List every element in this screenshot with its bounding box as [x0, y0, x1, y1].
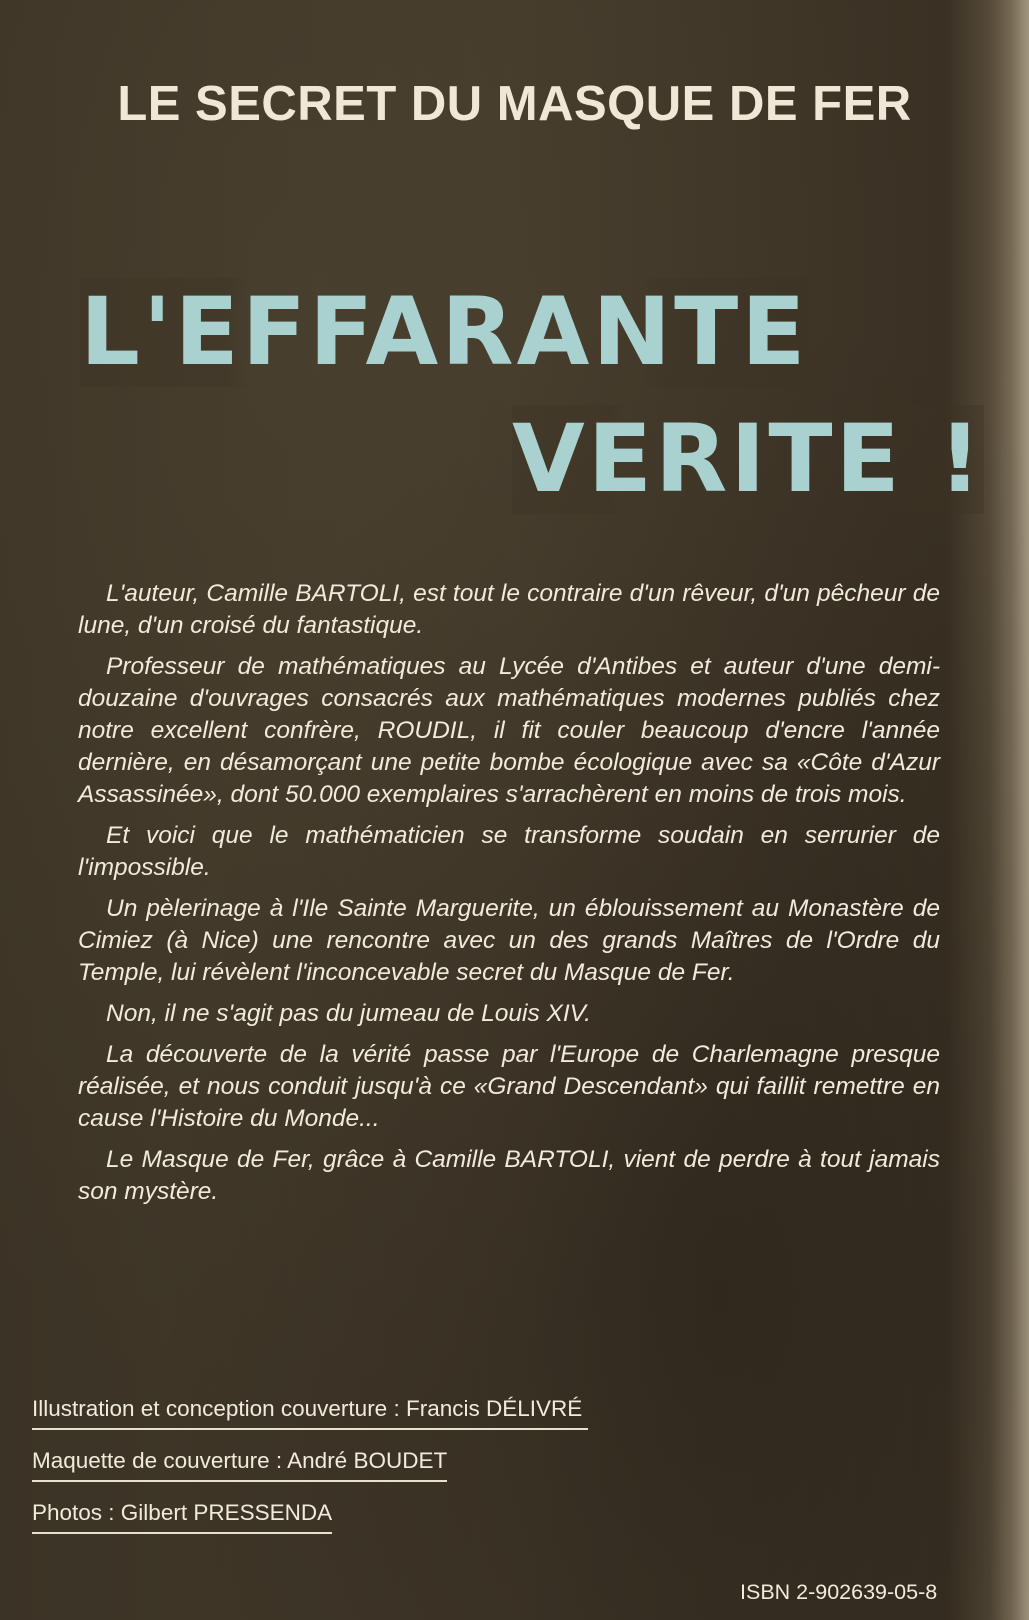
headline-line-2: VERITE !	[512, 405, 985, 514]
credit-maquette: Maquette de couverture : André BOUDET	[32, 1448, 447, 1482]
isbn: ISBN 2-902639-05-8	[740, 1580, 938, 1604]
page-edge-shading	[989, 0, 1029, 1620]
blurb-paragraph: Professeur de mathématiques au Lycée d'Antibes et auteur d'une demi-douzaine d'ouvrages consacrés aux mathématiques modernes publiés chez notre excellent confrère, ROUDIL, il fit couler beaucoup d'encre l'année dernière, en désamorçant une petite bombe écologique avec sa «Côte d'Azur Assassinée», dont 50.000 exemplaires s'arrachèrent en moins de trois mois.	[78, 653, 940, 808]
blurb-paragraph: Non, il ne s'agit pas du jumeau de Louis XIV.	[106, 1000, 591, 1027]
headline-line-1: L'EFFARANTE	[80, 278, 809, 387]
blurb-paragraph: Le Masque de Fer, grâce à Camille BARTOLI, vient de perdre à tout jamais son mystère.	[78, 1146, 940, 1205]
blurb-paragraph: L'auteur, Camille BARTOLI, est tout le contraire d'un rêveur, d'un pêcheur de lune, d'un croisé du fantastique.	[78, 580, 940, 639]
blurb-paragraph: Et voici que le mathématicien se transforme soudain en serrurier de l'impossible.	[78, 822, 940, 881]
credit-illustration: Illustration et conception couverture : Francis DÉLIVRÉ	[32, 1396, 588, 1430]
series-title: LE SECRET DU MASQUE DE FER	[117, 77, 912, 131]
blurb-paragraph: La découverte de la vérité passe par l'Europe de Charlemagne presque réalisée, et nous conduit jusqu'à ce «Grand Descendant» qui faillit remettre en cause l'Histoire du Monde...	[78, 1041, 940, 1132]
credit-photos: Photos : Gilbert PRESSENDA	[32, 1500, 332, 1534]
blurb-paragraph: Un pèlerinage à l'Ile Sainte Marguerite, un éblouissement au Monastère de Cimiez (à Nice) une rencontre avec un des grands Maîtres de l'Ordre du Temple, lui révèlent l'inconcevable secret du Masque de Fer.	[78, 895, 940, 986]
blurb	[78, 578, 940, 1217]
